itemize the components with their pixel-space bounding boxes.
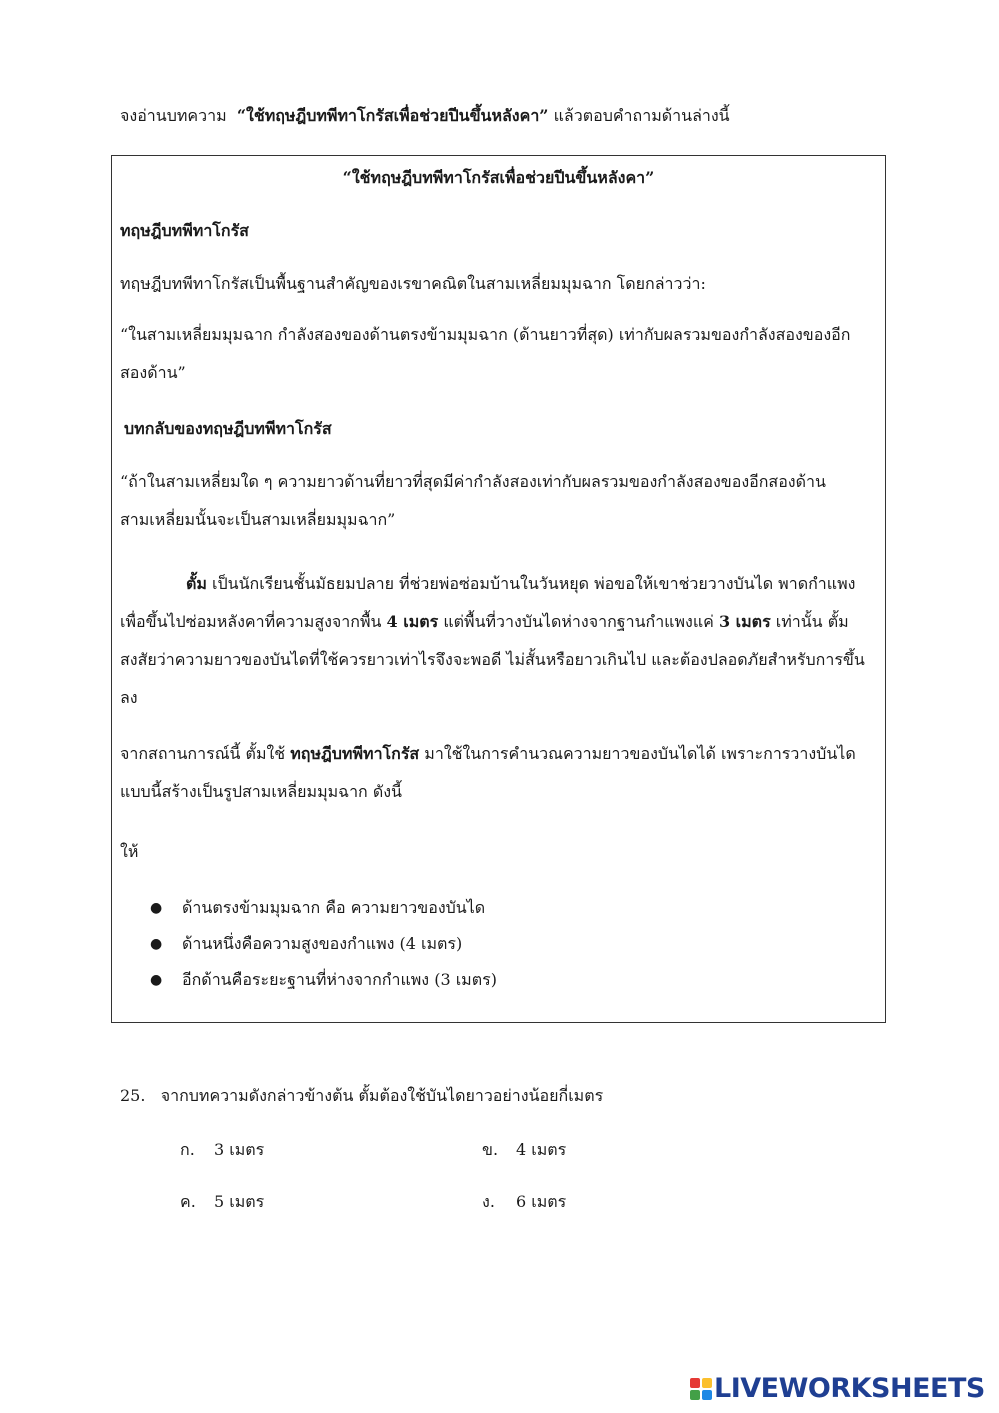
option-b[interactable]: ข. 4 เมตร (482, 1140, 567, 1159)
question-text: จากบทความดังกล่าวข้างต้น ตั้มต้องใช้บันไดยาวอย่างน้อยกี่เมตร (160, 1086, 604, 1105)
option-a[interactable]: ก. 3 เมตร (180, 1140, 265, 1159)
story-distance: 3 เมตร (718, 612, 771, 631)
theorem-intro: ทฤษฎีบทพีทาโกรัสเป็นพื้นฐานสำคัญของเรขาคณิตในสามเหลี่ยมมุมฉาก โดยกล่าวว่า: (120, 274, 706, 293)
list-item: ● อีกด้านคือระยะฐานที่ห่างจากกำแพง (3 เมตร) (150, 968, 850, 1004)
instruction-prefix: จงอ่านบทความ (120, 106, 227, 125)
bullet-icon: ● (150, 936, 163, 952)
article-title: “ใช้ทฤษฎีบทพีทาโกรัสเพื่อช่วยปีนขึ้นหลังคา” (342, 168, 655, 187)
converse-heading: บทกลับของทฤษฎีบทพีทาโกรัส (124, 419, 332, 438)
story-paragraph: ตั้ม เป็นนักเรียนชั้นมัธยมปลาย ที่ช่วยพ่อซ่อมบ้านในวันหยุด พ่อขอให้เขาช่วยวางบันได พาดกำแพงเพื่อขึ้นไปซ่อมหลังคาที่ความสูงจากพื้น 4 เมตร แต่พื้นที่วางบันไดห่างจากฐานกำแพงแค่ 3 เมตร เท่านั้น ตั้มสงสัยว่าความยาวของบันไดที่ใช้ควรยาวเท่าไรจึงจะพอดี ไม่สั้นหรือยาวเกินไป และต้องปลอดภัยสำหรับการขึ้นลง (120, 574, 865, 707)
instruction-line (120, 104, 900, 128)
story-height: 4 เมตร (386, 612, 439, 631)
option-d[interactable]: ง. 6 เมตร (482, 1192, 567, 1211)
instruction-title: “ใช้ทฤษฎีบทพีทาโกรัสเพื่อช่วยปีนขึ้นหลังคา” (236, 106, 549, 125)
bullet-icon: ● (150, 900, 163, 916)
list-item: ● ด้านตรงข้ามมุมฉาก คือ ความยาวของบันได (150, 896, 850, 932)
situation-theorem: ทฤษฎีบทพีทาโกรัส (290, 744, 420, 763)
situation-paragraph: จากสถานการณ์นี้ ตั้มใช้ ทฤษฎีบทพีทาโกรัส มาใช้ในการคำนวณความยาวของบันไดได้ เพราะการวางบันไดแบบนี้สร้างเป็นรูปสามเหลี่ยมมุมฉาก ดังนี้ (120, 744, 856, 801)
option-c[interactable]: ค. 5 เมตร (180, 1192, 265, 1211)
article-box (111, 155, 886, 1023)
bullet-icon: ● (150, 972, 163, 988)
theorem-heading: ทฤษฎีบทพีทาโกรัส (120, 221, 249, 240)
question-number: 25. (120, 1086, 146, 1105)
converse-quote: “ถ้าในสามเหลี่ยมใด ๆ ความยาวด้านที่ยาวที่สุดมีค่ากำลังสองเท่ากับผลรวมของกำลังสองของอีกสองด้าน สามเหลี่ยมนั้นจะเป็นสามเหลี่ยมมุมฉาก” (120, 472, 826, 529)
theorem-quote: “ในสามเหลี่ยมมุมฉาก กำลังสองของด้านตรงข้ามมุมฉาก (ด้านยาวที่สุด) เท่ากับผลรวมของกำลังสองของอีกสองด้าน” (120, 325, 851, 382)
list-item: ● ด้านหนึ่งคือความสูงของกำแพง (4 เมตร) (150, 932, 850, 968)
instruction-suffix: แล้วตอบคำถามด้านล่างนี้ (553, 106, 730, 125)
let-label: ให้ (120, 842, 139, 861)
logo-text: LIVEWORKSHEETS (714, 1373, 985, 1404)
liveworksheets-logo (690, 1374, 988, 1404)
bullet-list (150, 896, 850, 1004)
logo-grid-icon (690, 1378, 712, 1400)
story-name: ตั้ม (186, 574, 207, 593)
question-25 (120, 1084, 603, 1108)
